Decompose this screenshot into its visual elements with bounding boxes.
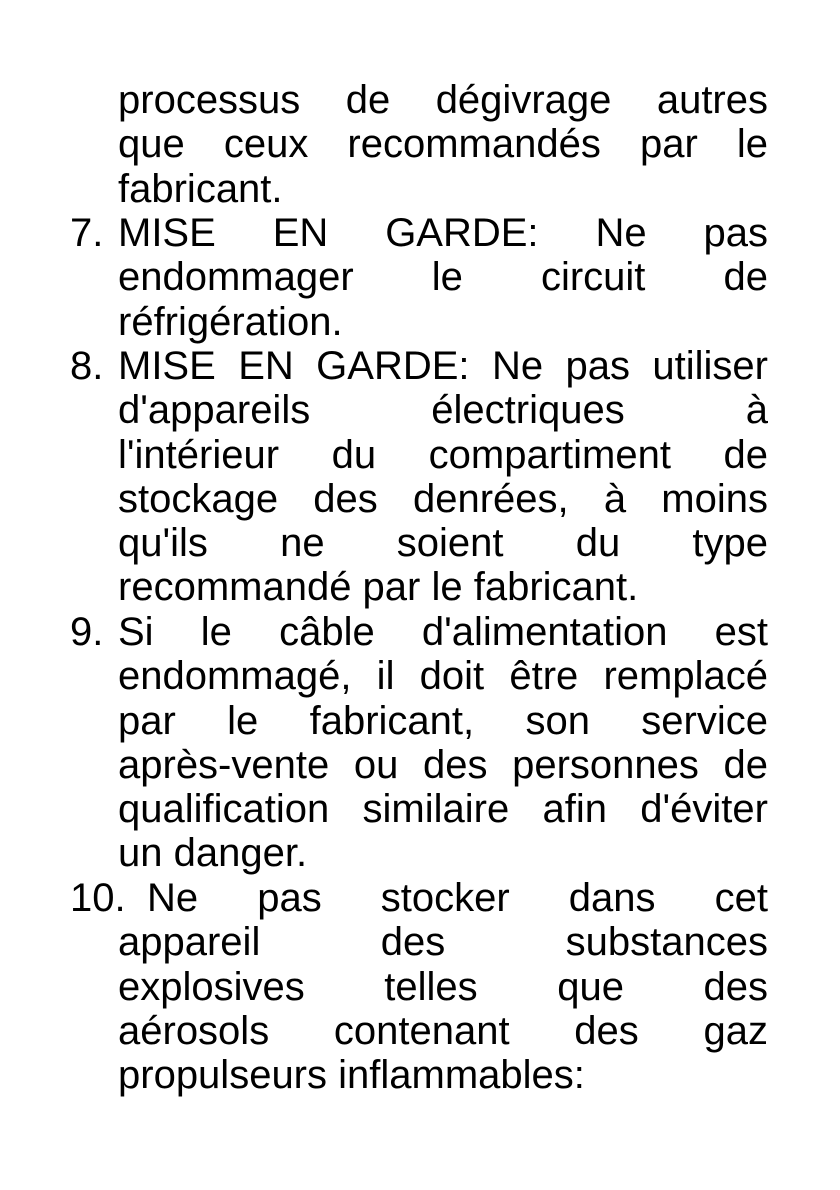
text-line: endommager le circuit de [118,255,768,300]
item-number: 9. [70,610,104,654]
text-line: recommandé par le fabricant. [118,565,639,610]
text-line: l'intérieur du compartiment de [118,432,768,477]
list-item-8 [70,344,768,610]
text-line: propulseurs inflammables: [118,1053,585,1098]
text-line: endommagé, il doit être remplacé [118,654,768,699]
text-line: qualification similaire afin d'éviter [118,787,768,832]
text-line: stockage des denrées, à moins [118,476,768,521]
text-line: explosives telles que des [118,964,768,1009]
text-line: MISE EN GARDE: Ne pas utiliser [118,344,768,388]
text-line: aérosols contenant des gaz [118,1008,768,1053]
text-line: fabricant. [118,166,283,211]
text-line: un danger. [118,831,308,876]
item-number: 7. [70,211,104,255]
item-6-continuation [70,78,768,211]
list-item-9 [70,610,768,876]
text-line: Si le câble d'alimentation est [118,610,768,654]
list-item-10 [70,876,768,1097]
item-number: 10. [70,876,126,920]
text-line: réfrigération. [118,299,343,344]
text-line: que ceux recommandés par le [118,122,768,167]
text-line: qu'ils ne soient du type [118,521,768,566]
text-line: par le fabricant, son service [118,698,768,743]
text-line: appareil des substances [118,920,768,965]
text-line: d'appareils électriques à [118,388,768,433]
text-line: MISE EN GARDE: Ne pas [118,211,768,255]
text-line: après-vente ou des personnes de [118,742,768,787]
list-item-7 [70,211,768,344]
item-number: 8. [70,344,104,388]
text-line: Ne pas stocker dans cet [147,876,768,920]
text-line: processus de dégivrage autres [118,78,768,122]
